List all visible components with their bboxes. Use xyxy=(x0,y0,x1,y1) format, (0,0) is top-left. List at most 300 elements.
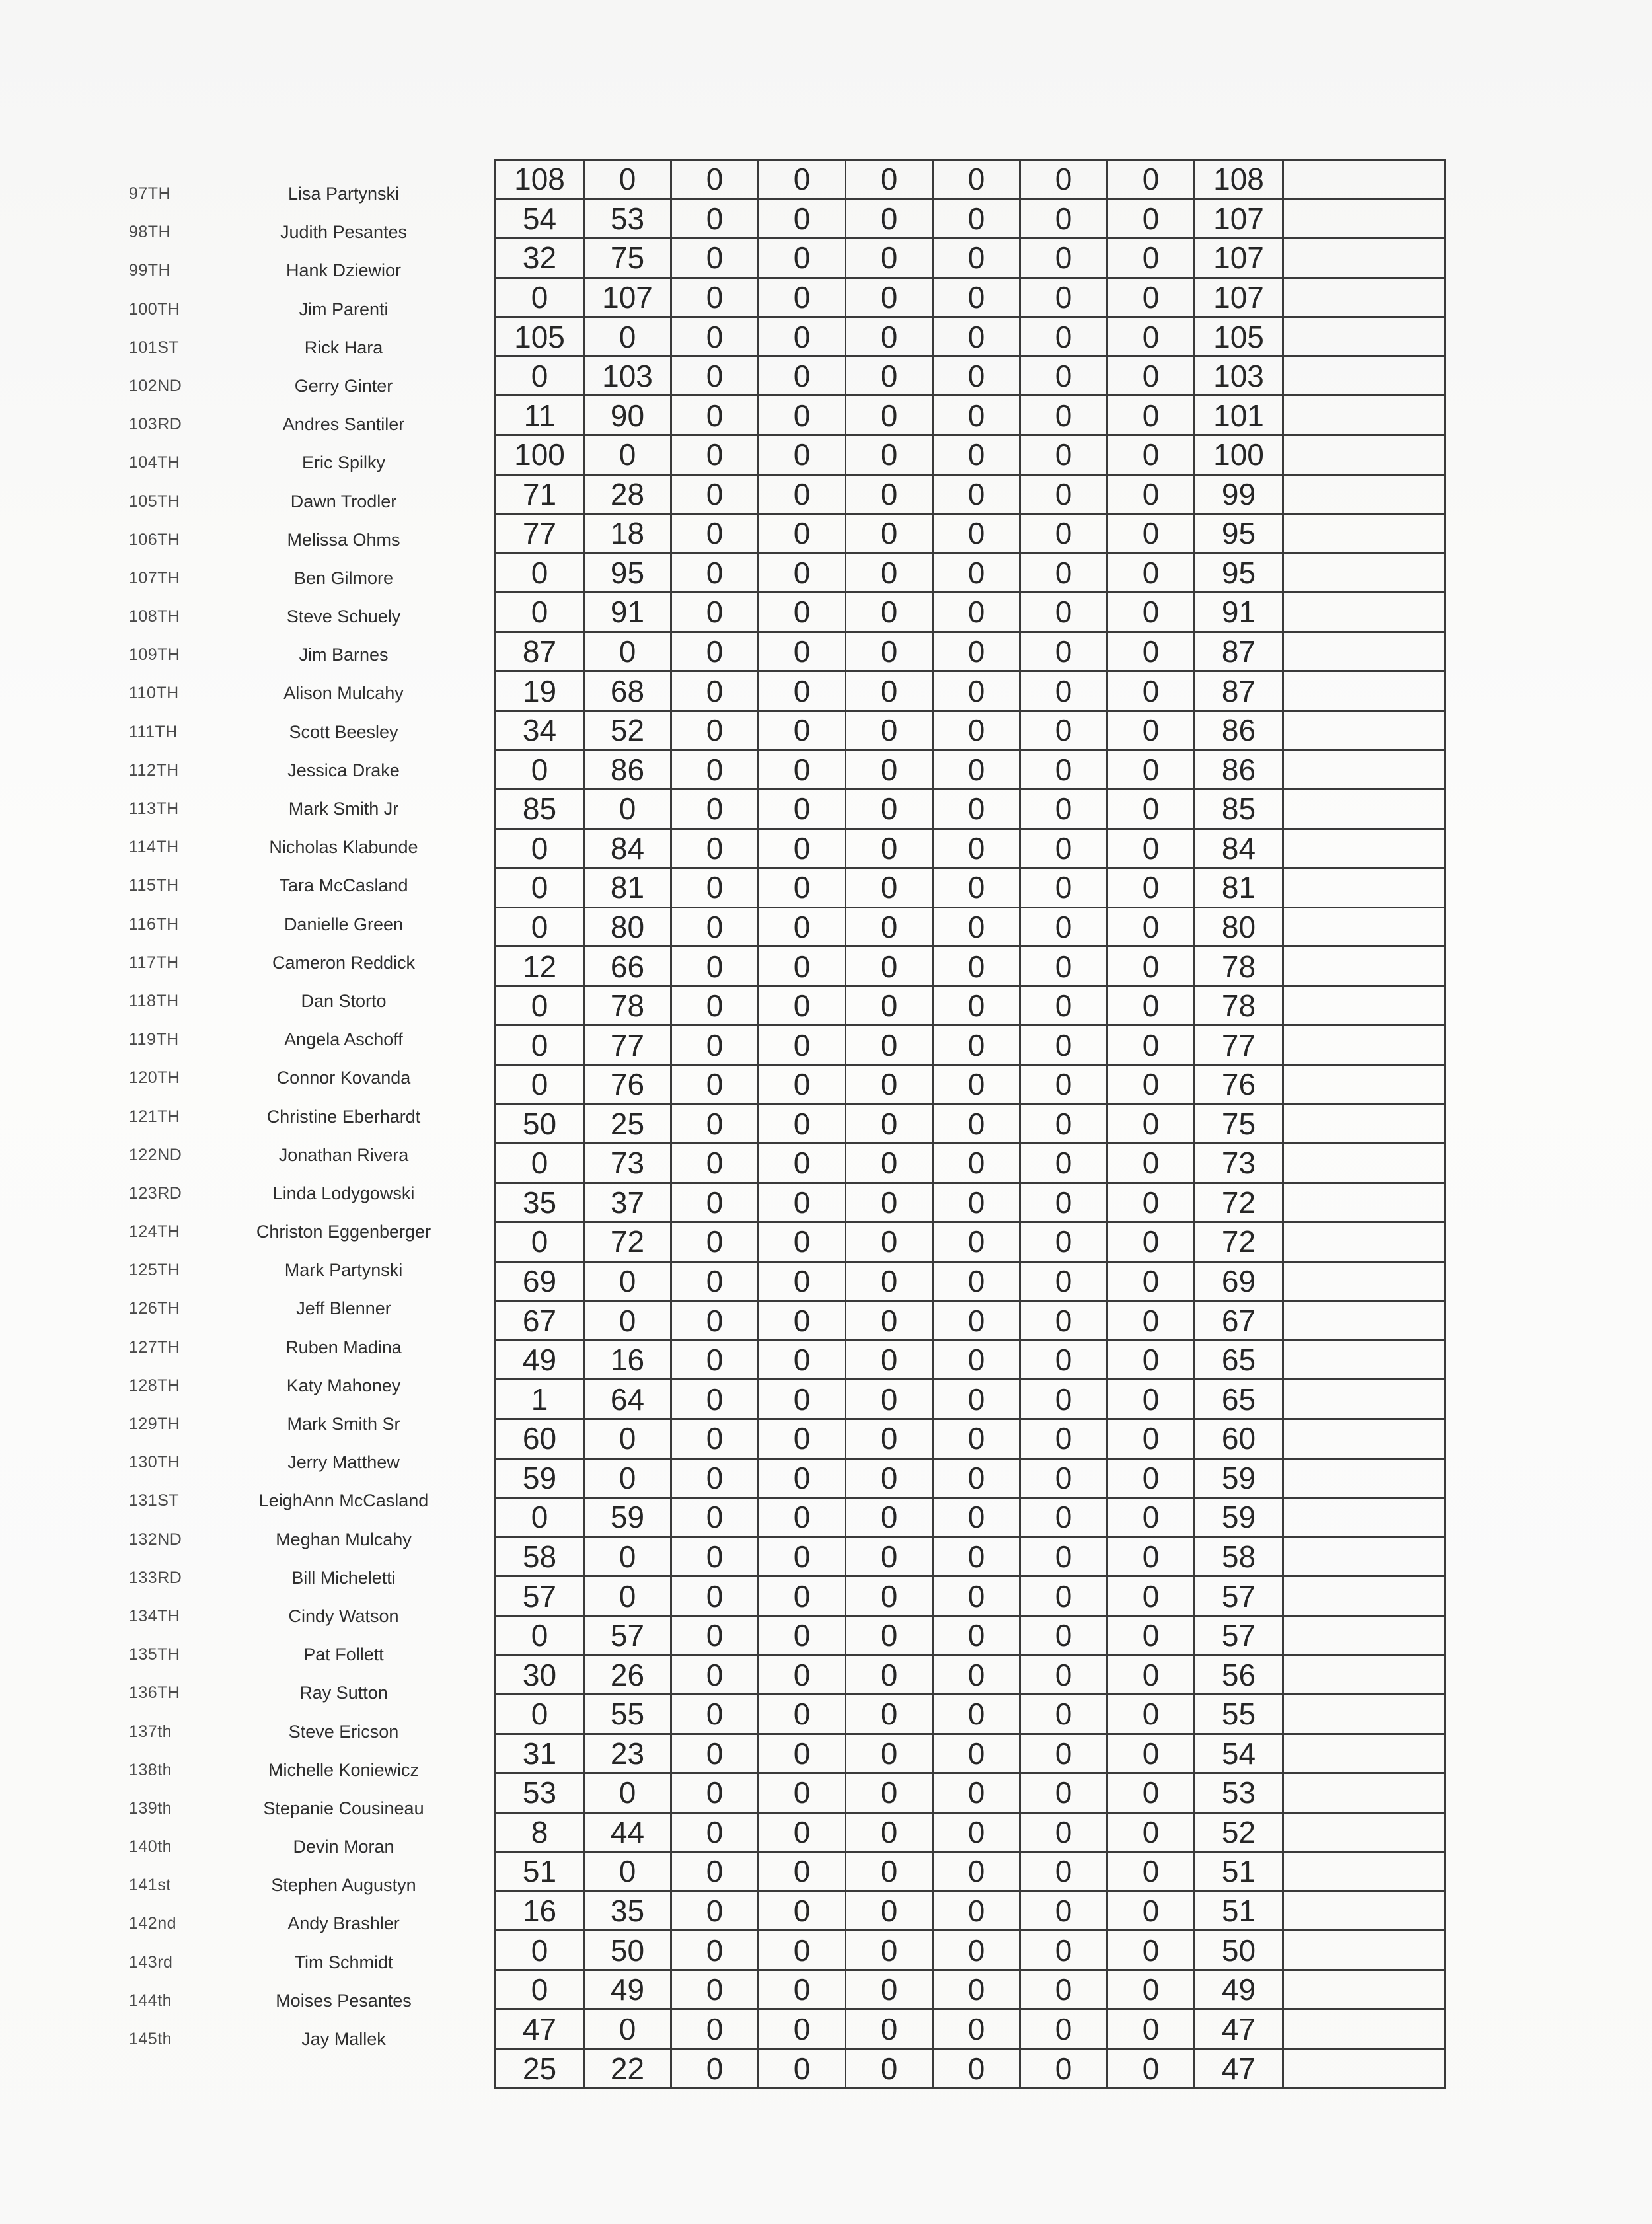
score-cell: 0 xyxy=(759,1773,846,1813)
score-cell: 0 xyxy=(933,671,1020,711)
score-cell: 0 xyxy=(1108,1025,1195,1065)
score-cell: 0 xyxy=(1020,1144,1108,1183)
total-cell: 56 xyxy=(1195,1655,1283,1695)
score-cell: 0 xyxy=(584,1458,671,1498)
standing-row-label xyxy=(99,1476,469,1514)
score-cell: 78 xyxy=(584,986,671,1025)
player-name: Cindy Watson xyxy=(288,1606,399,1626)
score-cell: 0 xyxy=(759,1301,846,1341)
score-cell: 0 xyxy=(759,2049,846,2089)
total-cell: 108 xyxy=(1195,160,1283,200)
blank-cell xyxy=(1283,907,1445,947)
player-name: Melissa Ohms xyxy=(287,529,400,550)
standing-row-label xyxy=(99,1592,469,1630)
score-cell: 0 xyxy=(1020,986,1108,1025)
score-cell: 0 xyxy=(671,1340,759,1380)
place-rank: 138th xyxy=(129,1760,172,1779)
total-cell: 51 xyxy=(1195,1852,1283,1892)
place-rank: 101ST xyxy=(129,338,180,357)
score-cell: 0 xyxy=(671,1537,759,1576)
player-name: Jay Mallek xyxy=(301,2029,386,2049)
score-cell: 100 xyxy=(496,435,584,474)
score-cell: 0 xyxy=(933,907,1020,947)
score-cell: 0 xyxy=(1020,1615,1108,1655)
player-name: Stephen Augustyn xyxy=(271,1875,416,1896)
score-cell: 0 xyxy=(846,514,933,554)
blank-cell xyxy=(1283,2009,1445,2049)
score-cell: 0 xyxy=(671,160,759,200)
standing-row-label xyxy=(99,1169,469,1207)
blank-cell xyxy=(1283,1458,1445,1498)
score-cell: 0 xyxy=(584,1301,671,1341)
score-cell: 0 xyxy=(1108,1183,1195,1222)
player-name: Moises Pesantes xyxy=(276,1990,412,2011)
score-cell: 0 xyxy=(496,986,584,1025)
score-cell: 0 xyxy=(496,750,584,790)
score-cell: 0 xyxy=(933,1615,1020,1655)
score-cell: 0 xyxy=(671,1183,759,1222)
player-name: Stepanie Cousineau xyxy=(263,1798,424,1818)
blank-cell xyxy=(1283,790,1445,829)
standing-row-label xyxy=(99,1323,469,1361)
standing-row-label xyxy=(99,1630,469,1668)
score-cell: 0 xyxy=(671,1144,759,1183)
total-cell: 107 xyxy=(1195,278,1283,317)
standing-row-label xyxy=(99,1361,469,1399)
standing-row-label xyxy=(99,784,469,823)
score-cell: 23 xyxy=(584,1734,671,1773)
score-cell: 0 xyxy=(933,514,1020,554)
score-cell: 0 xyxy=(759,474,846,514)
score-cell: 57 xyxy=(496,1576,584,1616)
player-name: Tara McCasland xyxy=(279,875,408,896)
score-cell: 0 xyxy=(846,2009,933,2049)
score-cell: 0 xyxy=(1020,1419,1108,1459)
score-cell: 0 xyxy=(846,1340,933,1380)
total-cell: 81 xyxy=(1195,868,1283,908)
score-cell: 0 xyxy=(933,632,1020,671)
place-rank: 122ND xyxy=(129,1145,182,1164)
total-cell: 75 xyxy=(1195,1104,1283,1144)
score-cell: 0 xyxy=(759,1734,846,1773)
score-cell: 0 xyxy=(933,1340,1020,1380)
score-cell: 0 xyxy=(1020,750,1108,790)
blank-cell xyxy=(1283,317,1445,357)
score-cell: 0 xyxy=(1108,239,1195,278)
score-cell: 0 xyxy=(759,278,846,317)
blank-cell xyxy=(1283,671,1445,711)
place-rank: 120TH xyxy=(129,1068,180,1088)
blank-cell xyxy=(1283,1970,1445,2009)
score-cell: 0 xyxy=(496,829,584,868)
total-cell: 51 xyxy=(1195,1891,1283,1931)
score-cell: 0 xyxy=(846,1261,933,1301)
score-cell: 0 xyxy=(846,1458,933,1498)
score-cell: 0 xyxy=(759,1498,846,1538)
total-cell: 53 xyxy=(1195,1773,1283,1813)
player-name: Mark Smith Jr xyxy=(288,799,399,819)
score-cell: 49 xyxy=(584,1970,671,2009)
blank-cell xyxy=(1283,1380,1445,1419)
table-row xyxy=(496,829,1445,868)
place-rank: 100TH xyxy=(129,299,180,318)
table-row xyxy=(496,199,1445,239)
score-cell: 0 xyxy=(759,1144,846,1183)
score-cell: 0 xyxy=(1020,907,1108,947)
score-cell: 0 xyxy=(1020,1576,1108,1616)
score-cell: 0 xyxy=(846,1812,933,1852)
total-cell: 57 xyxy=(1195,1576,1283,1616)
score-cell: 0 xyxy=(933,1576,1020,1616)
place-rank: 123RD xyxy=(129,1183,182,1203)
score-cell: 0 xyxy=(759,553,846,593)
score-cell: 0 xyxy=(496,356,584,396)
player-name: Katy Mahoney xyxy=(286,1375,401,1395)
place-rank: 137th xyxy=(129,1722,172,1741)
score-cell: 0 xyxy=(584,1773,671,1813)
table-row xyxy=(496,514,1445,554)
player-name: Cameron Reddick xyxy=(272,952,416,973)
total-cell: 78 xyxy=(1195,947,1283,986)
score-cell: 0 xyxy=(933,593,1020,632)
score-cell: 0 xyxy=(1020,356,1108,396)
score-cell: 0 xyxy=(1020,1694,1108,1734)
blank-cell xyxy=(1283,1222,1445,1262)
score-cell: 0 xyxy=(759,1694,846,1734)
score-cell: 26 xyxy=(584,1655,671,1695)
standing-row-label xyxy=(99,1899,469,1937)
score-cell: 85 xyxy=(496,790,584,829)
standing-row-label xyxy=(99,361,469,400)
score-cell: 0 xyxy=(933,947,1020,986)
score-cell: 0 xyxy=(1020,553,1108,593)
score-cell: 0 xyxy=(846,632,933,671)
score-cell: 0 xyxy=(933,1655,1020,1695)
score-cell: 31 xyxy=(496,1734,584,1773)
score-cell: 0 xyxy=(496,868,584,908)
blank-cell xyxy=(1283,1615,1445,1655)
blank-cell xyxy=(1283,1734,1445,1773)
place-rank: 124TH xyxy=(129,1222,180,1242)
score-cell: 0 xyxy=(1108,1458,1195,1498)
total-cell: 84 xyxy=(1195,829,1283,868)
score-cell: 0 xyxy=(759,868,846,908)
player-name: Steve Schuely xyxy=(286,607,401,627)
score-cell: 66 xyxy=(584,947,671,986)
score-cell: 0 xyxy=(933,1025,1020,1065)
score-cell: 0 xyxy=(584,1852,671,1892)
score-cell: 8 xyxy=(496,1812,584,1852)
table-row xyxy=(496,1183,1445,1222)
score-cell: 0 xyxy=(759,790,846,829)
score-cell: 0 xyxy=(1108,632,1195,671)
standing-row-label xyxy=(99,630,469,669)
score-cell: 0 xyxy=(1108,1144,1195,1183)
score-cell: 0 xyxy=(759,435,846,474)
place-rank: 139th xyxy=(129,1798,172,1818)
score-cell: 0 xyxy=(1020,1970,1108,2009)
total-cell: 85 xyxy=(1195,790,1283,829)
player-name: Hank Dziewior xyxy=(285,260,402,281)
player-name: Jonathan Rivera xyxy=(278,1144,409,1165)
score-cell: 0 xyxy=(933,435,1020,474)
total-cell: 49 xyxy=(1195,1970,1283,2009)
blank-cell xyxy=(1283,1773,1445,1813)
table-row xyxy=(496,1144,1445,1183)
score-cell: 0 xyxy=(1108,317,1195,357)
score-cell: 11 xyxy=(496,396,584,435)
score-cell: 0 xyxy=(759,1340,846,1380)
score-cell: 0 xyxy=(1020,317,1108,357)
player-name: Jim Barnes xyxy=(299,645,389,665)
score-cell: 0 xyxy=(846,1301,933,1341)
table-row xyxy=(496,1773,1445,1813)
score-cell: 0 xyxy=(846,1498,933,1538)
score-cell: 0 xyxy=(671,1852,759,1892)
table-row xyxy=(496,1852,1445,1892)
place-rank: 104TH xyxy=(129,453,180,472)
table-row xyxy=(496,1812,1445,1852)
score-cell: 0 xyxy=(1108,750,1195,790)
place-rank: 145th xyxy=(129,2030,172,2048)
table-row xyxy=(496,1380,1445,1419)
place-rank: 103RD xyxy=(129,415,182,434)
total-cell: 58 xyxy=(1195,1537,1283,1576)
score-cell: 0 xyxy=(1108,1931,1195,1970)
place-rank: 131ST xyxy=(129,1491,180,1510)
place-rank: 134TH xyxy=(129,1606,180,1625)
standing-row-label xyxy=(99,746,469,784)
score-cell: 0 xyxy=(496,1970,584,2009)
score-cell: 0 xyxy=(1108,1694,1195,1734)
score-cell: 0 xyxy=(1108,986,1195,1025)
score-cell: 0 xyxy=(671,1615,759,1655)
total-cell: 86 xyxy=(1195,750,1283,790)
blank-cell xyxy=(1283,199,1445,239)
standing-row-label xyxy=(99,554,469,592)
table-row xyxy=(496,1064,1445,1104)
standing-row-label xyxy=(99,1207,469,1245)
score-cell: 0 xyxy=(759,1537,846,1576)
blank-cell xyxy=(1283,1064,1445,1104)
score-cell: 0 xyxy=(1108,160,1195,200)
score-cell: 0 xyxy=(1020,632,1108,671)
score-cell: 0 xyxy=(1108,790,1195,829)
score-cell: 95 xyxy=(584,553,671,593)
score-cell: 0 xyxy=(933,199,1020,239)
score-cell: 0 xyxy=(1020,199,1108,239)
total-cell: 54 xyxy=(1195,1734,1283,1773)
score-cell: 0 xyxy=(1108,514,1195,554)
table-row xyxy=(496,396,1445,435)
score-cell: 0 xyxy=(846,160,933,200)
score-cell: 51 xyxy=(496,1852,584,1892)
score-cell: 0 xyxy=(671,1812,759,1852)
score-cell: 0 xyxy=(671,1576,759,1616)
player-name: Nicholas Klabunde xyxy=(269,837,418,858)
score-cell: 0 xyxy=(933,1222,1020,1262)
score-cell: 0 xyxy=(671,1694,759,1734)
score-cell: 0 xyxy=(759,1891,846,1931)
blank-cell xyxy=(1283,1852,1445,1892)
score-cell: 69 xyxy=(496,1261,584,1301)
total-cell: 77 xyxy=(1195,1025,1283,1065)
table-row xyxy=(496,2009,1445,2049)
score-cell: 0 xyxy=(846,1773,933,1813)
score-cell: 0 xyxy=(496,1498,584,1538)
score-cell: 0 xyxy=(671,632,759,671)
score-cell: 0 xyxy=(1020,1812,1108,1852)
blank-cell xyxy=(1283,396,1445,435)
player-name: Rick Hara xyxy=(304,337,383,357)
score-cell: 60 xyxy=(496,1419,584,1459)
score-cell: 0 xyxy=(846,907,933,947)
blank-cell xyxy=(1283,632,1445,671)
place-rank: 128TH xyxy=(129,1376,180,1395)
score-cell: 0 xyxy=(933,986,1020,1025)
score-cell: 0 xyxy=(671,1380,759,1419)
score-cell: 0 xyxy=(846,1694,933,1734)
score-cell: 0 xyxy=(933,1380,1020,1419)
score-cell: 0 xyxy=(1108,1576,1195,1616)
standing-row-label xyxy=(99,1553,469,1592)
score-cell: 103 xyxy=(584,356,671,396)
score-cell: 0 xyxy=(584,790,671,829)
standing-row-label xyxy=(99,1515,469,1553)
player-name: Lisa Partynski xyxy=(287,184,400,204)
score-cell: 0 xyxy=(671,1655,759,1695)
score-cell: 53 xyxy=(584,199,671,239)
score-cell: 0 xyxy=(846,1970,933,2009)
score-cell: 0 xyxy=(1108,2009,1195,2049)
place-rank: 130TH xyxy=(129,1453,180,1472)
player-name: Eric Spilky xyxy=(301,453,386,473)
score-cell: 0 xyxy=(671,947,759,986)
score-cell: 0 xyxy=(1108,1222,1195,1262)
score-cell: 0 xyxy=(496,1931,584,1970)
blank-cell xyxy=(1283,750,1445,790)
score-cell: 0 xyxy=(759,1655,846,1695)
standing-row-label xyxy=(99,1131,469,1169)
player-name: Judith Pesantes xyxy=(280,222,408,242)
blank-cell xyxy=(1283,1025,1445,1065)
score-cell: 0 xyxy=(759,907,846,947)
score-cell: 0 xyxy=(1020,474,1108,514)
score-cell: 0 xyxy=(1020,2009,1108,2049)
score-cell: 25 xyxy=(496,2049,584,2089)
score-cell: 0 xyxy=(759,710,846,750)
player-name: Angela Aschoff xyxy=(284,1029,403,1050)
score-cell: 86 xyxy=(584,750,671,790)
score-cell: 0 xyxy=(846,199,933,239)
score-cell: 0 xyxy=(759,1419,846,1459)
standing-row-label xyxy=(99,1861,469,1899)
score-cell: 52 xyxy=(584,710,671,750)
score-cell: 0 xyxy=(1020,671,1108,711)
score-cell: 0 xyxy=(1108,356,1195,396)
score-cell: 0 xyxy=(846,1380,933,1419)
standing-row-label xyxy=(99,823,469,861)
score-cell: 84 xyxy=(584,829,671,868)
standing-row-label xyxy=(99,1015,469,1053)
total-cell: 52 xyxy=(1195,1812,1283,1852)
total-cell: 69 xyxy=(1195,1261,1283,1301)
player-name: Jim Parenti xyxy=(299,299,389,319)
score-cell: 0 xyxy=(671,1498,759,1538)
blank-cell xyxy=(1283,1891,1445,1931)
score-cell: 0 xyxy=(671,2049,759,2089)
place-rank: 108TH xyxy=(129,607,180,626)
score-cell: 0 xyxy=(1108,1537,1195,1576)
score-cell: 0 xyxy=(759,356,846,396)
score-cell: 0 xyxy=(1020,239,1108,278)
player-name: Christine Eberhardt xyxy=(266,1106,421,1127)
score-cell: 0 xyxy=(1108,474,1195,514)
place-rank: 116TH xyxy=(129,914,179,934)
score-cell: 57 xyxy=(584,1615,671,1655)
score-cell: 0 xyxy=(1108,2049,1195,2089)
score-cell: 0 xyxy=(933,1144,1020,1183)
standing-row-label xyxy=(99,977,469,1015)
score-cell: 0 xyxy=(933,356,1020,396)
blank-cell xyxy=(1283,2049,1445,2089)
score-cell: 0 xyxy=(1020,790,1108,829)
total-cell: 67 xyxy=(1195,1301,1283,1341)
score-cell: 35 xyxy=(496,1183,584,1222)
score-cell: 0 xyxy=(1020,1498,1108,1538)
score-cell: 0 xyxy=(671,1261,759,1301)
place-rank: 111TH xyxy=(129,722,178,741)
score-cell: 0 xyxy=(846,829,933,868)
blank-cell xyxy=(1283,356,1445,396)
score-cell: 64 xyxy=(584,1380,671,1419)
score-cell: 0 xyxy=(671,907,759,947)
place-rank: 114TH xyxy=(129,838,179,857)
score-cell: 0 xyxy=(496,553,584,593)
score-cell: 35 xyxy=(584,1891,671,1931)
table-row xyxy=(496,750,1445,790)
score-cell: 0 xyxy=(671,239,759,278)
score-cell: 0 xyxy=(846,1104,933,1144)
score-cell: 58 xyxy=(496,1537,584,1576)
score-cell: 0 xyxy=(846,790,933,829)
score-cell: 77 xyxy=(584,1025,671,1065)
score-cell: 22 xyxy=(584,2049,671,2089)
score-cell: 0 xyxy=(1108,435,1195,474)
score-cell: 0 xyxy=(759,1025,846,1065)
score-cell: 0 xyxy=(1020,1852,1108,1892)
score-cell: 0 xyxy=(1020,1104,1108,1144)
score-cell: 0 xyxy=(1108,1380,1195,1419)
score-cell: 0 xyxy=(933,2009,1020,2049)
standing-row-label xyxy=(99,592,469,630)
score-cell: 55 xyxy=(584,1694,671,1734)
score-cell: 80 xyxy=(584,907,671,947)
blank-cell xyxy=(1283,1340,1445,1380)
standing-row-label xyxy=(99,438,469,476)
score-cell: 0 xyxy=(1108,553,1195,593)
player-name: Andres Santiler xyxy=(282,414,405,435)
total-cell: 103 xyxy=(1195,356,1283,396)
score-cell: 0 xyxy=(759,160,846,200)
score-cell: 0 xyxy=(933,1734,1020,1773)
place-name-column xyxy=(99,169,469,2053)
score-cell: 0 xyxy=(671,356,759,396)
score-cell: 47 xyxy=(496,2009,584,2049)
score-cell: 0 xyxy=(671,671,759,711)
player-name: Gerry Ginter xyxy=(294,375,393,396)
total-cell: 59 xyxy=(1195,1458,1283,1498)
